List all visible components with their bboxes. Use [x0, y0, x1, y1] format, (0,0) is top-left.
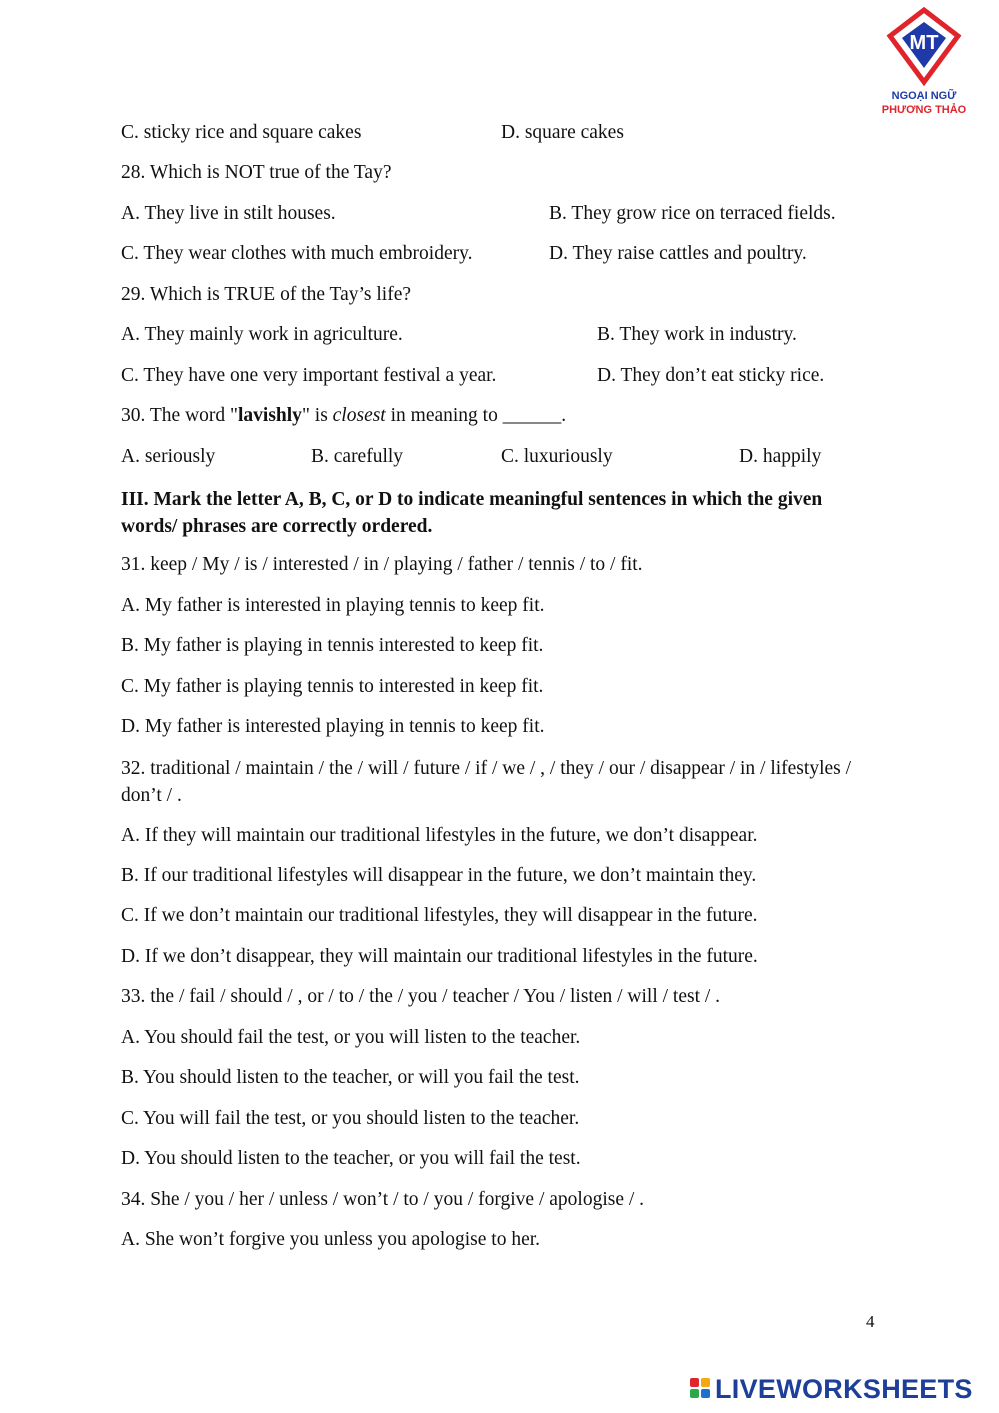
q31-option-d: D. My father is interested playing in tennis to keep fit. — [121, 716, 545, 737]
q28-option-d: D. They raise cattles and poultry. — [549, 243, 807, 264]
logo-line-1: NGOẠI NGỮ — [891, 90, 957, 102]
q28-option-b: B. They grow rice on terraced fields. — [549, 203, 836, 224]
logo-emblem-icon — [872, 6, 976, 90]
q30-mid: " is — [301, 405, 333, 426]
section-3-heading: III. Mark the letter A, B, C, or D to indicate meaningful sentences in which the given words/ phrases are correctly ordered. — [121, 489, 823, 537]
liveworksheets-logo — [690, 1374, 973, 1404]
q31-option-a: A. My father is interested in playing tennis to keep fit. — [121, 595, 545, 616]
q30-prefix: 30. The word " — [121, 405, 238, 426]
q33-question: 33. the / fail / should / , or / to / the / you / teacher / You / listen / will / test / . — [121, 986, 721, 1007]
q32-option-a: A. If they will maintain our traditional lifestyles in the future, we don’t disappear. — [121, 825, 758, 846]
q33-option-d: D. You should listen to the teacher, or you will fail the test. — [121, 1148, 581, 1169]
q34-question: 34. She / you / her / unless / won’t / to / you / forgive / apologise / . — [121, 1189, 645, 1210]
q30-option-c: C. luxuriously — [501, 446, 613, 467]
q30-option-b: B. carefully — [311, 446, 404, 467]
q33-option-b: B. You should listen to the teacher, or will you fail the test. — [121, 1067, 580, 1088]
q30-question — [121, 405, 566, 427]
q27-option-c: C. sticky rice and square cakes — [121, 122, 362, 143]
q31-option-c: C. My father is playing tennis to interested in keep fit. — [121, 676, 544, 697]
q32-option-b: B. If our traditional lifestyles will disappear in the future, we don’t maintain they. — [121, 865, 757, 886]
q31-question: 31. keep / My / is / interested / in / playing / father / tennis / to / fit. — [121, 554, 643, 575]
q32-option-c: C. If we don’t maintain our traditional lifestyles, they will disappear in the future. — [121, 905, 758, 926]
q29-option-a: A. They mainly work in agriculture. — [121, 324, 403, 345]
q30-target-word: lavishly — [238, 405, 302, 426]
q30-option-d: D. happily — [739, 446, 822, 467]
publisher-logo — [872, 6, 976, 118]
liveworksheets-brand: LIVEWORKSHEETS — [715, 1373, 973, 1404]
q32-option-d: D. If we don’t disappear, they will maintain our traditional lifestyles in the future. — [121, 946, 758, 967]
q28-question: 28. Which is NOT true of the Tay? — [121, 162, 392, 183]
liveworksheets-mark-icon — [690, 1378, 712, 1400]
q28-option-c: C. They wear clothes with much embroidery. — [121, 243, 473, 264]
q34-option-a: A. She won’t forgive you unless you apologise to her. — [121, 1229, 541, 1250]
q30-suffix: in meaning to ______. — [385, 405, 567, 426]
q29-option-c: C. They have one very important festival a year. — [121, 365, 497, 386]
page-number: 4 — [866, 1312, 875, 1331]
q29-option-b: B. They work in industry. — [597, 324, 797, 345]
q31-option-b: B. My father is playing in tennis interested to keep fit. — [121, 635, 544, 656]
q32-question: 32. traditional / maintain / the / will / future / if / we / , / they / our / disappear / in / lifestyles / don’t / . — [121, 758, 852, 806]
logo-line-2: PHƯƠNG THẢO — [881, 104, 967, 116]
q27-option-d: D. square cakes — [501, 122, 624, 143]
q30-emphasis: closest — [332, 405, 386, 426]
q33-option-a: A. You should fail the test, or you will listen to the teacher. — [121, 1027, 581, 1048]
q33-option-c: C. You will fail the test, or you should listen to the teacher. — [121, 1108, 580, 1129]
q29-option-d: D. They don’t eat sticky rice. — [597, 365, 825, 386]
q28-option-a: A. They live in stilt houses. — [121, 203, 336, 224]
q29-question: 29. Which is TRUE of the Tay’s life? — [121, 284, 412, 305]
logo-monogram: MT — [909, 32, 939, 54]
q30-option-a: A. seriously — [121, 446, 216, 467]
